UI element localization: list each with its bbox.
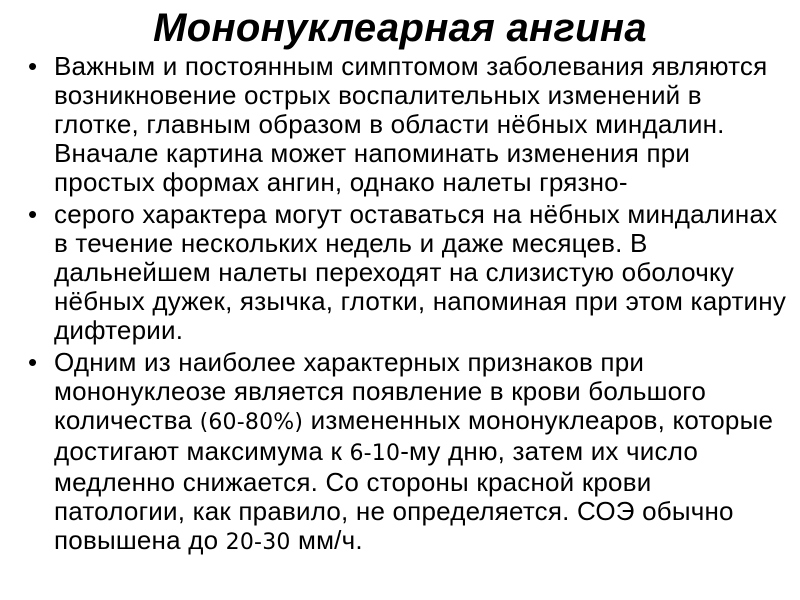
text-segment-number: (60-80%) — [199, 410, 304, 435]
bullet-text: Важным и постоянным симптомом заболевания являются возникновение острых воспалительных изменений в глотке, главным образом в области нёбных миндалин. Вначале картина может напоминать изменения при простых формах ангин, однако налеты грязно- — [54, 51, 768, 197]
bullet-icon: • — [28, 347, 38, 377]
text-segment: -му дню, затем их число медленно снижается. Со стороны красной крови патологии, как правило, не определяется. СОЭ обычно повышена до — [54, 436, 734, 555]
bullet-text: серого характера могут оставаться на нёбных миндалинах в течение нескольких недель и даже месяцев. В дальнейшем налеты переходят на слизистую оболочку нёбных дужек, язычка, глотки, напоминая при этом картину дифтерии. — [54, 199, 787, 345]
bullet-icon: • — [28, 51, 38, 81]
text-segment: мм/ч. — [290, 525, 363, 555]
text-segment-number: 6-10 — [349, 441, 401, 466]
bullet-item — [28, 200, 788, 345]
slide-title: Мононуклеарная ангина — [153, 6, 647, 50]
bullet-icon: • — [28, 199, 38, 229]
bullet-text — [54, 348, 788, 557]
text-segment: Одним из наиболее характерных признаков при мононуклеозе является появление в крови большого количества — [54, 347, 707, 435]
bullet-item — [28, 348, 788, 557]
bullet-list — [28, 52, 788, 560]
text-segment-number: 20-30 — [225, 530, 291, 555]
text-segment: измененных мононуклеаров, которые достигают максимума к — [54, 405, 774, 466]
bullet-item — [28, 52, 788, 197]
